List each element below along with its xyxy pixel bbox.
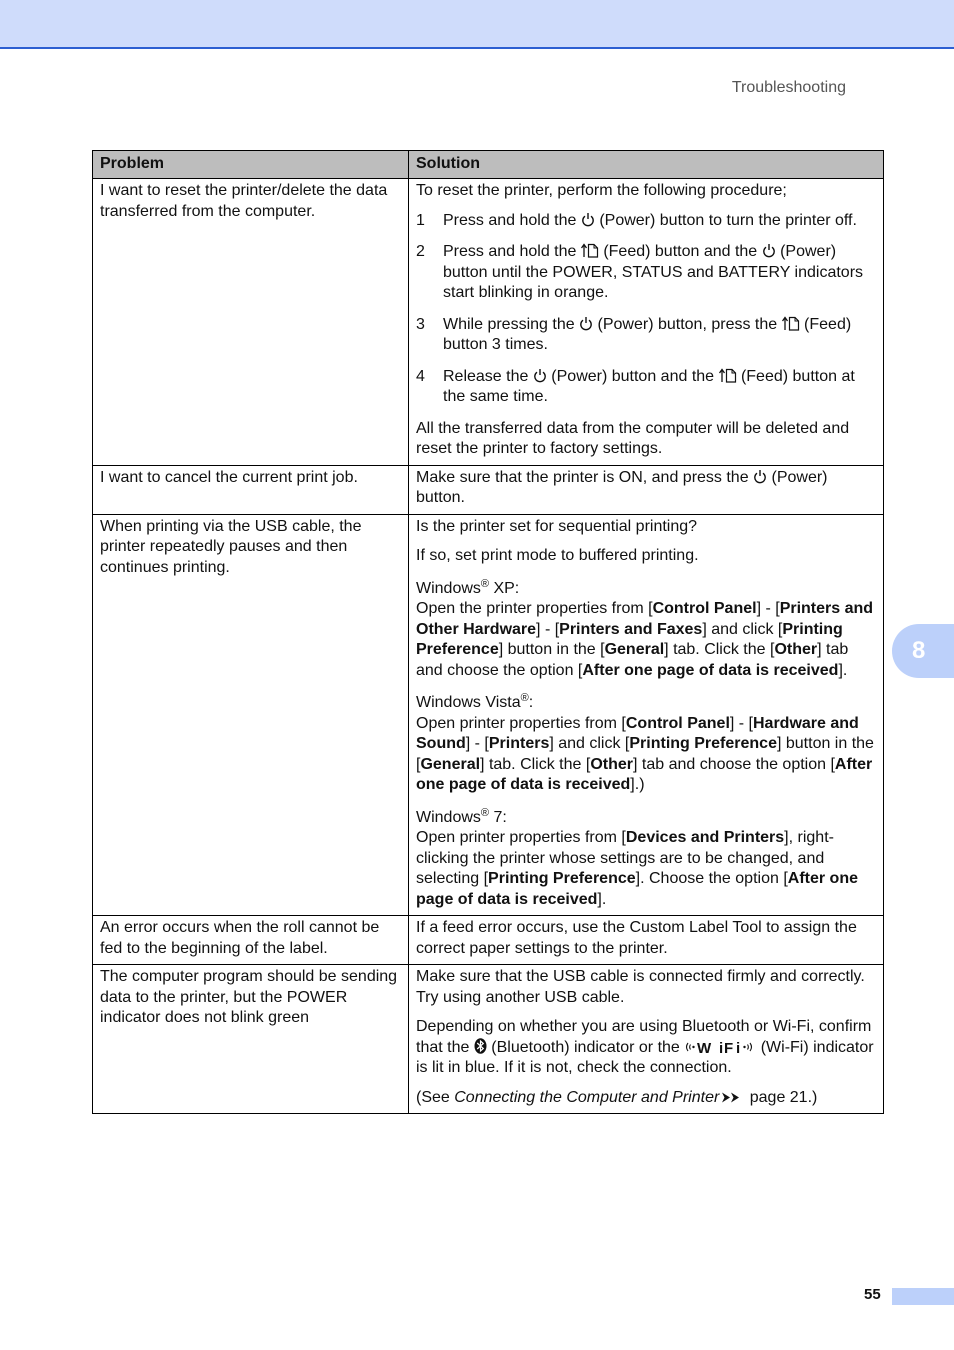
feed-icon xyxy=(719,368,737,383)
table-header-row xyxy=(93,151,884,179)
table-row xyxy=(93,916,884,965)
header-band xyxy=(0,0,954,49)
problem-cell: When printing via the USB cable, the printer repeatedly pauses and then continues printing. xyxy=(93,514,409,916)
table-row xyxy=(93,965,884,1114)
solution-cell: Is the printer set for sequential printing? If so, set print mode to buffered printing. Windows® XP: Open the printer properties from [Control Panel] - [Printers and Other Hardware] - [Printers and Faxes] and click [Printing Preference] button in the [General] tab. Click the [Other] tab and choose the option [After one page of data is received]. Windows Vista®: Open printer properties from [Control Panel] - [Hardware and Sound] - [Printers] and click [Printing Preference] button in the [General] tab. Click the [Other] tab and choose the option [After one page of data is received].) Windows® 7: Open printer properties from [Devices and Printers], right-clicking the printer whose settings are to be changed, and selecting [Printing Preference]. Choose the option [After one page of data is received]. xyxy=(409,514,884,916)
troubleshooting-table xyxy=(92,150,884,1114)
page-number-bar xyxy=(892,1288,954,1305)
windows-7-instructions: Windows® 7: Open printer properties from [Devices and Printers], right-clicking the printer whose settings are to be changed, and selecting [Printing Preference]. Choose the option [After one page of data is received]. xyxy=(416,806,858,908)
table-row xyxy=(93,514,884,916)
column-header-solution: Solution xyxy=(409,151,884,179)
step-1: 1 Press and hold the (Power) button to turn the printer off. xyxy=(416,211,876,232)
step-3: 3 While pressing the (Power) button, press the (Feed) button 3 times. xyxy=(416,315,876,356)
table-row xyxy=(93,179,884,466)
solution-cell xyxy=(409,179,884,466)
feed-icon xyxy=(782,316,800,331)
step-number: 3 xyxy=(416,315,425,333)
windows-xp-instructions: Windows® XP: Open the printer properties from [Control Panel] - [Printers and Other Hardware] - [Printers and Faxes] and click [Printing Preference] button in the [General] tab. Click the [Other] tab and choose the option [After one page of data is received]. xyxy=(416,577,874,679)
step-number: 2 xyxy=(416,243,425,260)
solution-cell: Make sure that the printer is ON, and press the (Power) button. xyxy=(409,465,884,514)
problem-cell: The computer program should be sending data to the printer, but the POWER indicator does not blink green xyxy=(93,965,409,1114)
power-icon xyxy=(762,243,776,258)
power-icon xyxy=(753,469,767,484)
table-row xyxy=(93,465,884,514)
feed-icon xyxy=(581,243,599,258)
see-reference: (See Connecting the Computer and Printer page 21.) xyxy=(416,1088,818,1106)
step-number: 4 xyxy=(416,367,425,385)
solution-cell: If a feed error occurs, use the Custom Label Tool to assign the correct paper settings to the printer. xyxy=(409,916,884,965)
page-number: 55 xyxy=(864,1286,881,1303)
bluetooth-icon xyxy=(474,1038,487,1054)
svg-text:F: F xyxy=(724,1039,734,1054)
svg-text:W: W xyxy=(697,1039,712,1054)
solution-cell: Make sure that the USB cable is connected firmly and correctly. Try using another USB cable. Depending on whether you are using Bluetooth or Wi-Fi, confirm that the (Bluetooth) indicator or the W i F i (Wi-Fi) indicator is lit in blue. If it is not, check the connection. (See Connecting the Computer and Printer page 21.) xyxy=(409,965,884,1114)
problem-cell: An error occurs when the roll cannot be fed to the beginning of the label. xyxy=(93,916,409,965)
chapter-number: 8 xyxy=(912,637,926,664)
cross-reference-link[interactable]: Connecting the Computer and Printer xyxy=(454,1088,720,1106)
svg-text:i: i xyxy=(719,1039,724,1054)
step-2: 2 Press and hold the (Feed) button and the (Power) button until the POWER, STATUS and BATTERY indicators start blinking in orange. xyxy=(416,242,876,304)
power-icon xyxy=(581,212,595,227)
solution-intro: To reset the printer, perform the following procedure; xyxy=(416,182,787,199)
double-arrow-icon xyxy=(719,1091,745,1104)
wifi-icon xyxy=(684,1040,756,1054)
step-number: 1 xyxy=(416,211,425,229)
power-icon xyxy=(533,368,547,383)
power-icon xyxy=(579,316,593,331)
column-header-problem: Problem xyxy=(93,151,409,179)
svg-text:i: i xyxy=(736,1039,741,1054)
solution-outro: All the transferred data from the computer will be deleted and reset the printer to factory settings. xyxy=(416,419,850,457)
running-header: Troubleshooting xyxy=(731,79,846,96)
problem-cell: I want to reset the printer/delete the data transferred from the computer. xyxy=(93,179,409,466)
problem-cell: I want to cancel the current print job. xyxy=(93,465,409,514)
windows-vista-instructions: Windows Vista®: Open printer properties from [Control Panel] - [Hardware and Sound] - [Printers] and click [Printing Preference] button in the [General] tab. Click the [Other] tab and choose the option [After one page of data is received].) xyxy=(416,692,874,793)
chapter-tab[interactable] xyxy=(892,624,954,678)
step-4: 4 Release the (Power) button and the (Feed) button at the same time. xyxy=(416,367,876,408)
